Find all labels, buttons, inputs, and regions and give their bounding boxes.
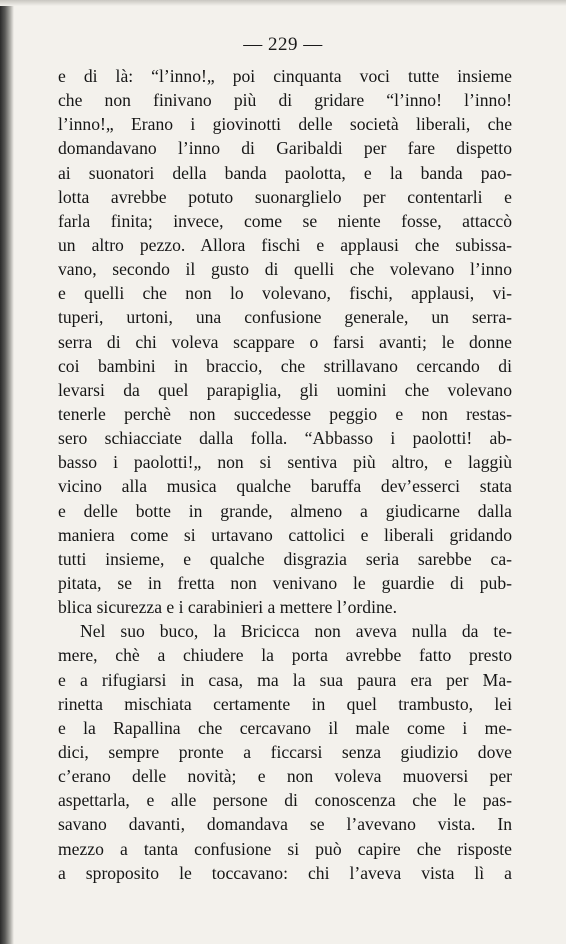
page-number: — 229 — — [243, 34, 323, 55]
text-line: un altro pezzo. Allora fischi e applausi che subissa- — [58, 234, 512, 255]
text-line: ai suonatori della banda paolotta, e la banda pao- — [58, 162, 512, 183]
text-line: sero schiacciate dalla folla. “Abbasso i paolotti! ab- — [58, 428, 512, 449]
text-line: maniera come si urtavano cattolici e liberali gridando — [58, 524, 512, 545]
binding-shadow — [0, 0, 14, 944]
paragraph-2 — [58, 619, 512, 885]
text-line: lotta avrebbe potuto suonarglielo per contentarli e — [58, 186, 512, 207]
text-line: vano, secondo il gusto di quelli che volevano l’inno — [58, 259, 512, 280]
text-line: basso i paolotti!„ non si sentiva più altro, e laggiù — [58, 452, 512, 473]
text-line: che non finivano più di gridare “l’inno! l’inno! — [58, 90, 512, 111]
text-line: domandavano l’inno di Garibaldi per fare dispetto — [58, 138, 512, 159]
body-text — [58, 64, 512, 885]
text-line: blica sicurezza e i carabinieri a mettere l’ordine. — [58, 597, 397, 618]
text-line: tutti insieme, e qualche disgrazia seria sarebbe ca- — [58, 548, 512, 569]
text-line: e quelli che non lo volevano, fischi, applausi, vi- — [58, 283, 512, 304]
text-line: vicino alla musica qualche baruffa dev’esserci stata — [58, 476, 512, 497]
text-line: e a rifugiarsi in casa, ma la sua paura era per Ma- — [58, 669, 512, 690]
text-line: dici, sempre pronte a ficcarsi senza giudizio dove — [58, 741, 512, 762]
text-line: savano davanti, domandava se l’avevano vista. In — [58, 814, 512, 835]
text-line: e delle botte in grande, almeno a giudicarne dalla — [58, 500, 512, 521]
text-line: pitata, se in fretta non venivano le guardie di pub- — [58, 572, 512, 593]
text-line: rinetta mischiata certamente in quel trambusto, lei — [58, 693, 512, 714]
text-line: tuperi, urtoni, una confusione generale, un serra- — [58, 307, 512, 328]
text-line: mere, chè a chiudere la porta avrebbe fatto presto — [58, 645, 512, 666]
text-line: aspettarla, e alle persone di conoscenza che le pas- — [58, 790, 512, 811]
text-line: coi bambini in braccio, che strillavano cercando di — [58, 355, 512, 376]
text-line: e la Rapallina che cercavano il male come i me- — [58, 717, 512, 738]
text-line: a sproposito le toccavano: chi l’aveva vista lì a — [58, 862, 512, 883]
text-line: l’inno!„ Erano i giovinotti delle società liberali, che — [58, 114, 512, 135]
text-line: c’erano delle novità; e non voleva muoversi per — [58, 766, 512, 787]
text-line: Nel suo buco, la Bricicca non aveva nulla da te- — [80, 621, 512, 642]
paragraph-1 — [58, 64, 512, 619]
text-line: mezzo a tanta confusione si può capire che risposte — [58, 838, 512, 859]
text-line: tenerle perchè non succedesse peggio e non restas- — [58, 403, 512, 424]
text-line: serra di chi voleva scappare o farsi avanti; le donne — [58, 331, 512, 352]
text-line: farla finita; invece, come se niente fosse, attaccò — [58, 210, 512, 231]
top-edge-shadow — [0, 0, 566, 6]
text-line: levarsi da quel parapiglia, gli uomini che volevano — [58, 379, 512, 400]
text-line: e di là: “l’inno!„ poi cinquanta voci tutte insieme — [58, 66, 512, 86]
